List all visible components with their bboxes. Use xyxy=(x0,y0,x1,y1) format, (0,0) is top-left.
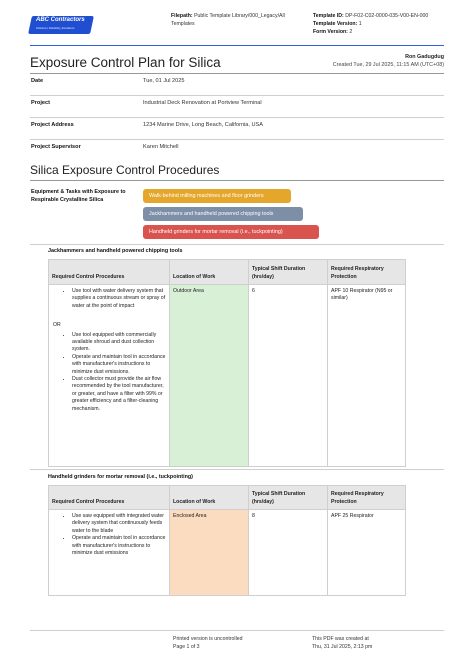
location-cell: Outdoor Area xyxy=(170,285,249,467)
or-separator: OR xyxy=(53,322,61,329)
created-date: Created Tue, 29 Jul 2025, 11:15 AM (UTC+08) xyxy=(332,62,444,68)
footer-print-info: Printed version is uncontrolled Page 1 of 3 xyxy=(173,636,243,650)
column-header-controls: Required Control Procedures xyxy=(49,260,170,285)
info-row-date: Date Tue, 01 Jul 2025 xyxy=(30,74,444,96)
info-row-project: Project Industrial Deck Renovation at Portview Terminal xyxy=(30,96,444,118)
shift-cell: 8 xyxy=(249,510,328,596)
column-header-controls: Required Control Procedures xyxy=(49,486,170,510)
tag-handheld-grinders: Handheld grinders for mortar removal (i.e., tuckpointing) xyxy=(143,225,319,239)
logo-name: ABC Contractors xyxy=(36,17,85,23)
section-divider xyxy=(30,180,444,181)
tag-jackhammers: Jackhammers and handheld powered chipping tools xyxy=(143,207,303,221)
table2-title: Handheld grinders for mortar removal (i.e., tuckpointing) xyxy=(48,474,193,480)
column-header-shift: Typical Shift Duration (hrs/day) xyxy=(249,486,328,510)
shift-cell: 6 xyxy=(249,285,328,467)
control-procedures-cell: • Use tool with water delivery system that supplies a continuous stream or spray of water at the point of impact OR • Use tool equipped with commercially available shroud and dust collection system. • Operate and maintain tool in accordance with manufacturer's instructions to minimize dust emissions. • Dust collector must provide the air flow recommended by the tool manufacturer, or greater, and have a filter with 99% or greater efficiency and a filter-cleaning mechanism. xyxy=(49,285,170,467)
control-table-jackhammers xyxy=(48,259,406,467)
location-cell: Enclosed Area xyxy=(170,510,249,596)
control-procedures-cell: • Use saw equipped with integrated water delivery system that continuously feeds water to the blade • Operate and maintain tool in accordance with manufacturer's instructions to minimize dust emissions xyxy=(49,510,170,596)
column-header-respiratory: Required Respiratory Protection xyxy=(328,260,406,285)
equipment-divider xyxy=(30,244,444,245)
table-row xyxy=(49,285,406,467)
control-table-grinders xyxy=(48,485,406,596)
footer-divider xyxy=(30,630,444,631)
respiratory-cell: APF 25 Respirator xyxy=(328,510,406,596)
logo-tagline: Solutions | Reliability | Excellence xyxy=(36,27,75,30)
footer-pdf-info: This PDF was created at Thu, 31 Jul 2025, 2:13 pm xyxy=(312,636,373,650)
info-row-address: Project Address 1234 Marine Drive, Long Beach, California, USA xyxy=(30,118,444,140)
column-header-location: Location of Work xyxy=(170,260,249,285)
template-meta: Template ID: DP-F02-C02-0000-035-V00-EN-000 Template Version: 1 Form Version: 2 xyxy=(313,13,429,35)
column-header-location: Location of Work xyxy=(170,486,249,510)
column-header-shift: Typical Shift Duration (hrs/day) xyxy=(249,260,328,285)
table-divider xyxy=(30,469,444,470)
respiratory-cell: APF 10 Respirator (N95 or similar) xyxy=(328,285,406,467)
tag-milling-machines: Walk-behind milling machines and floor grinders xyxy=(143,189,291,203)
table-row xyxy=(49,510,406,596)
equipment-label: Equipment & Tasks with Exposure to Respirable Crystalline Silica xyxy=(31,189,126,203)
page-title: Exposure Control Plan for Silica xyxy=(30,55,221,70)
author: Ron Gadugdug xyxy=(405,54,444,60)
filepath: Filepath: Public Template Library/000_Legacy/All Templates xyxy=(171,13,285,27)
table1-title: Jackhammers and handheld powered chipping tools xyxy=(48,248,183,254)
section-heading: Silica Exposure Control Procedures xyxy=(30,163,220,177)
info-row-supervisor: Project Supervisor Karen Mitchell xyxy=(31,144,179,150)
page-header xyxy=(0,0,474,48)
column-header-respiratory: Required Respiratory Protection xyxy=(328,486,406,510)
header-divider xyxy=(30,45,444,46)
page-number: Page 1 of 3 xyxy=(173,644,200,650)
